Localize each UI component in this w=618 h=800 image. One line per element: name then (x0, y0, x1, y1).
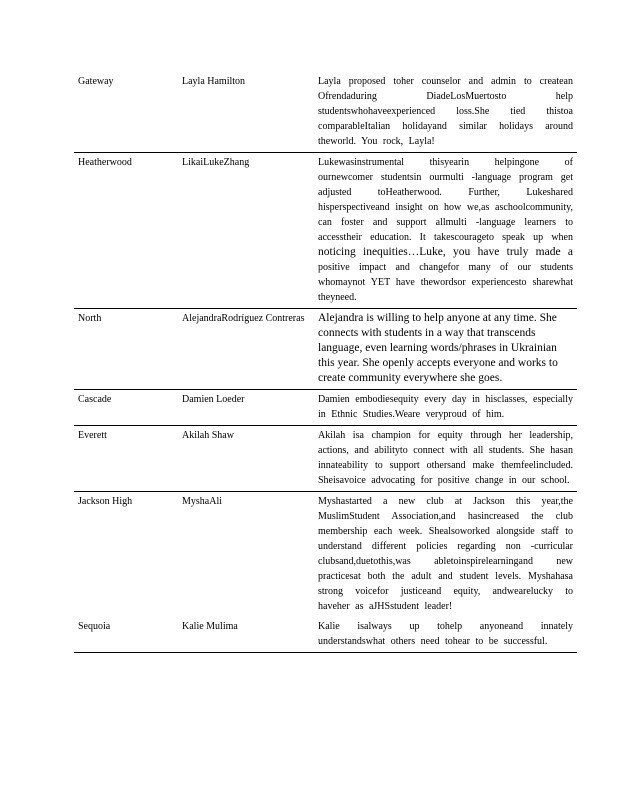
school-cell: Gateway (78, 76, 114, 87)
description-cell: Kalie isalways up tohelp anyoneand innately understandswhat others need tohear to be successful. (318, 621, 573, 647)
school-cell: Everett (78, 430, 107, 441)
table-row (74, 153, 577, 309)
table-row (74, 492, 577, 618)
table-row (74, 72, 577, 153)
description-cell: Layla proposed toher counselor and admin to createan Ofrendaduring DiadeLosMuertosto help studentswhohaveexperienced loss.She tied thistoa comparableItalian holidayand similar holidays around theworld. You rock, Layla! (318, 76, 573, 147)
table-row (74, 390, 577, 426)
student-recognition-table (74, 72, 577, 653)
student-name-cell: Layla Hamilton (182, 76, 246, 87)
table-row (74, 309, 577, 390)
description-cell (314, 153, 577, 309)
school-cell: Sequoia (78, 621, 111, 632)
description-cell: Akilah isa champion for equity through her leadership, actions, and abilityto connect with all students. She hasan innateability to support othersand make themfeelincluded. Sheisavoice advocating for positive change in our school. (318, 430, 573, 486)
student-name-cell: Akilah Shaw (182, 430, 234, 441)
school-cell: Heatherwood (78, 157, 132, 168)
student-name-cell: Kalie Mulima (182, 621, 238, 632)
student-name-cell: MyshaAli (182, 496, 222, 507)
description-cell: Myshastarted a new club at Jackson this year,the MuslimStudent Association,and hasincreased the club membership each week. Shealsoworked alongside staff to understand different policies regarding non -curricular clubsand,duetothis,was abletoinspirelearningand new practicesat both the adult and student levels. Myshahasa strong voicefor justiceand equity, andwearelucky to haveher as aJHSstudent leader! (318, 496, 573, 612)
school-cell: Cascade (78, 394, 112, 405)
student-name-cell: LikaiLukeZhang (182, 157, 250, 168)
description-text: Lukewasinstrumental thisyearin helpingone of ournewcomer studentsin ourmulti -language program get adjusted toHeatherwood. Further, Lukeshared hisperspectiveand insight on how we,as aschoolcommunity, can foster and support allmulti -language learners to accesstheir education. It takescourageto speak up when (318, 157, 573, 243)
description-cell: Alejandra is willing to help anyone at any time. She connects with students in a way that transcends language, even learning words/phrases in Ukrainian this year. She openly accepts everyone and works to create community everywhere she goes. (318, 312, 558, 384)
student-name-cell: AlejandraRodríguez Contreras (182, 313, 305, 324)
table-row (74, 617, 577, 653)
description-text-large: noticing inequities…Luke, you have truly made a (318, 246, 573, 258)
description-text-end: positive impact and changefor many of our students whomaynot YET have thewordsor experiencesto sharewhat theyneed. (318, 262, 573, 303)
school-cell: Jackson High (78, 496, 133, 507)
description-cell: Damien embodiesequity every day in hisclasses, especially in Ethnic Studies.Weare veryproud of him. (318, 394, 573, 420)
table-row (74, 426, 577, 492)
student-name-cell: Damien Loeder (182, 394, 245, 405)
school-cell: North (78, 313, 102, 324)
